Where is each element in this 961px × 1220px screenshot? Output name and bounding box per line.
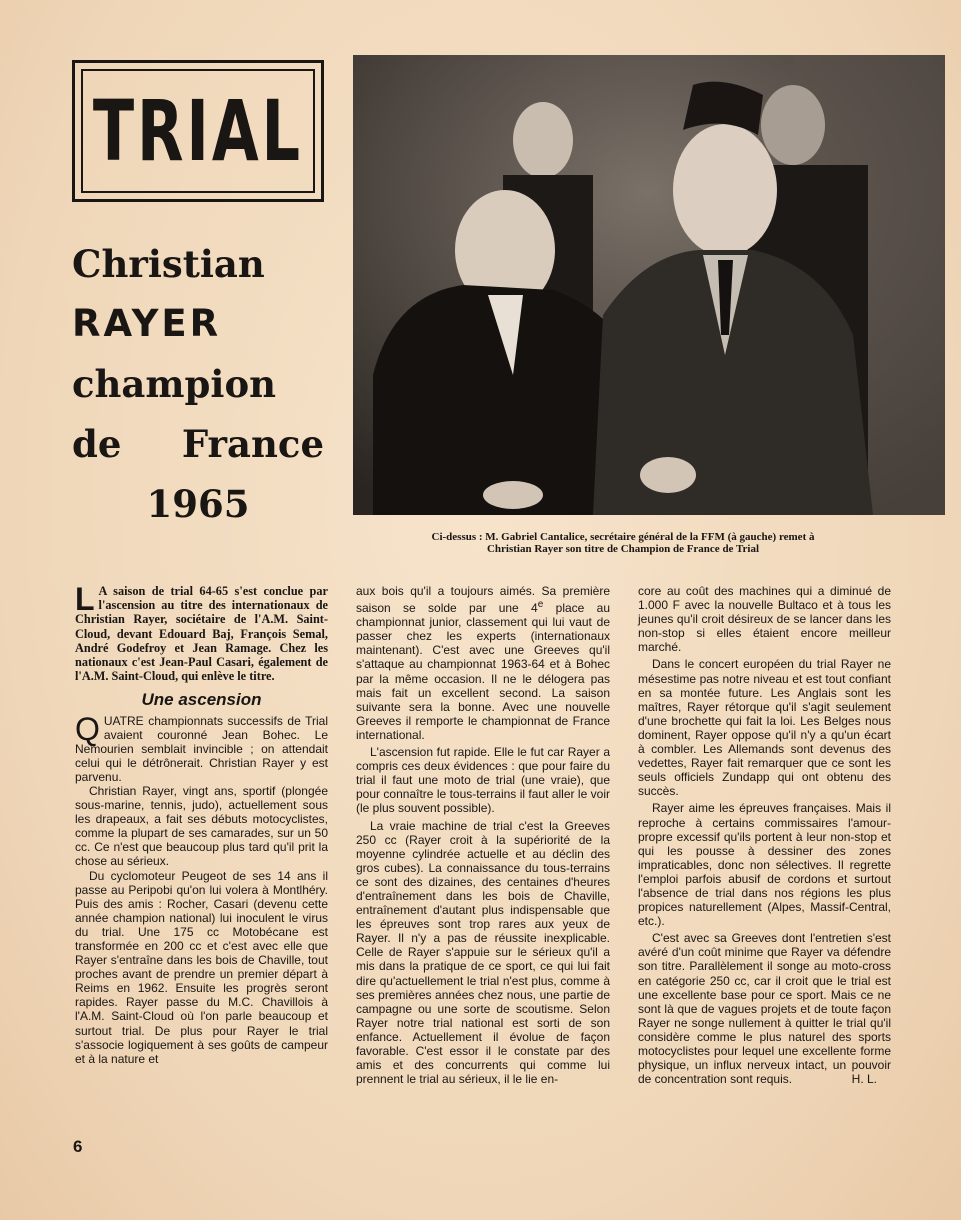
award-photo — [353, 55, 945, 515]
photo-caption — [356, 531, 890, 555]
paragraph-8 — [638, 931, 891, 1086]
section-title-box — [72, 60, 324, 202]
headline-line-1: Christian — [72, 242, 265, 286]
headline-line-2: RAYER — [72, 302, 222, 345]
article-column-1 — [75, 581, 328, 1066]
paragraph-3-start: Du cyclomoteur Peugeot de ses 14 ans il passe au Peripobi qu'on lui volera à Montlhéry. Puis des amis : Rocher, Casari (devenu cette année champion national) lui inoculent le virus du trial. Une 175 cc Motobécane est transformée en 200 cc et c'est avec elle que Rayer s'entraîne dans les bois de Chaville, tout proches avant de prendre un premier départ à Reims en 1962. Ensuite les progrès seront rapides. Rayer passe du M.C. Chavillois à l'A.M. Saint-Cloud où l'on parle beaucoup et surtout trial. De plus pour Rayer le trial s'associe logiquement à ses goûts de campeur et à la nature et — [75, 868, 328, 1066]
caption-line-1: Ci-dessus : M. Gabriel Cantalice, secrétaire général de la FFM (à gauche) remet à — [431, 531, 815, 543]
paragraph-5-continued: core au coût des machines qui a diminué de 1.000 F avec la nouvelle Bultaco et à tous les jeunes qu'il croit désireux de se lancer dans les non-stop si elles étaient encore meilleur marché. — [638, 584, 891, 655]
paragraph-3-continued: aux bois qu'il a toujours aimés. Sa première saison se solde par une 4e place au championnat junior, classement qui lui vaut de passer chez les experts (internationaux maintenant). C'est avec une Greeves qu'il s'attaque au championnat 1963-64 et à Bohec par la même occasion. Il ne le délogera pas mais fait un excellent second. La saison suivante sera la bonne. Avec une nouvelle Greeves il remporte le championnat de France international. — [356, 584, 611, 742]
award-photo-image — [353, 55, 945, 515]
headline-line-5: 1965 — [146, 482, 250, 526]
subhead: Une ascension — [141, 690, 262, 710]
paragraph-7: Rayer aime les épreuves françaises. Mais il reproche à certains commissaires l'amour-propre excessif qu'ils portent à leur non-stop et qui les pousse à dessiner des zones impraticables, donc non sélectives. Il regrette l'emploi parfois abusif de cordons et surtout l'absence de trial dans nos régions les plus propices naturellement (Alpes, Massif-Central, etc.). — [638, 801, 891, 929]
paragraph-1-text: UATRE championnats successifs de Trial avaient couronné Jean Bohec. Le Nemourien semblait invincible ; on attendait celui qui le détrônerait. Christian Rayer y est parvenu. — [75, 713, 328, 784]
paragraph-8-text: C'est avec sa Greeves dont l'entretien s'est avéré d'un coût minime que Rayer va défendre son titre. Parallèlement il songe au moto-cross en catégorie 250 cc, car il croit que le trial est une excellente base pour ce sport. Mais ce ne sont là que de vagues projets et de toute façon Rayer ne songe nullement à quitter le trial qu'il considère comme le plus naturel des sports motocyclistes pour lequel une excellente forme physique, un influx nerveux intact, un pouvoir de concentration sont requis. — [638, 931, 891, 1087]
page-number: 6 — [73, 1137, 83, 1156]
caption-line-2: Christian Rayer son titre de Champion de France de Trial — [486, 543, 760, 555]
headline-line-3: champion — [72, 362, 277, 406]
article-column-2 — [356, 584, 610, 1086]
lead-dropcap: L — [75, 581, 95, 617]
article-column-3 — [638, 584, 891, 1086]
paragraph-6: Dans le concert européen du trial Rayer ne mésestime pas notre niveau et est tout confiant en sa montée future. Les Anglais sont les maîtres, Rayer rétorque qu'il s'agit seulement d'une brochette qui fait la loi. Les Belges nous dominent, Rayer oppose qu'il n'y a qu'un écart à combler. Les Allemands sont devenus des vedettes, Rayer fait remarquer que ce sont les seuls officiels Zundapp qui ont obtenu des succès. — [638, 657, 891, 799]
section-title-frame — [81, 69, 315, 193]
paragraph-1-dropcap: Q — [75, 710, 100, 747]
headline-line-4: de France — [72, 422, 324, 466]
lead-paragraph — [75, 581, 328, 684]
paragraph-5-start: La vraie machine de trial c'est la Greeves 250 cc (Rayer croit à la supériorité de la moyenne cylindrée actuelle et au déclin des gros cubes). La connaissance du tous-terrains ce sont des dizaines, des centaines d'heures d'entraînement dans les bois de Chaville, entraînement d'autant plus indispensable que les épreuves sont trop rares aux yeux de Rayer. Il n'y a pas de réussite inexplicable. Celle de Rayer s'appuie sur le sérieux qu'il a mis dans la pratique de ce sport, ce qui lui fait dire qu'actuellement le trial n'est plus, comme à ses premières années chez nous, une partie de campagne ou une sorte de scoutisme. Selon Rayer notre trial national est sorti de son enfance. Actuellement il évolue de façon favorable. C'est essor il le constate par des amis et des concurrents qui comme lui prennent le trial au sérieux, il le lie en- — [356, 818, 610, 1087]
article-headline — [72, 234, 324, 534]
lead-text: A saison de trial 64-65 s'est conclue par l'ascension au titre des internationaux de Christian Rayer, sociétaire de l'A.M. Saint-Cloud, devant Edouard Baj, François Semal, André Godefroy et Jean Ramage. Chez les nationaux c'est Jean-Paul Casari, également de l'A.M. Saint-Cloud, qui enlève le titre. — [75, 584, 328, 684]
author-signature: H. L. — [851, 1072, 877, 1087]
paragraph-4: L'ascension fut rapide. Elle le fut car Rayer a compris ces deux évidences : que pour faire du trial il faut une moto de trial (une vraie), que pour connaître le tous-terrains il faut aller le voir (le plus souvent possible). — [356, 745, 610, 816]
section-title: TRIAL — [92, 82, 304, 180]
paragraph-2: Christian Rayer, vingt ans, sportif (plongée sous-marine, tennis, judo), actuellement sous les drapeaux, a fait ses débuts motocyclistes, comme la plupart de ses camarades, sur un 50 cc. Ce n'est que beaucoup plus tard qu'il prit la chose au sérieux. — [75, 783, 328, 869]
paragraph-1 — [75, 710, 328, 784]
